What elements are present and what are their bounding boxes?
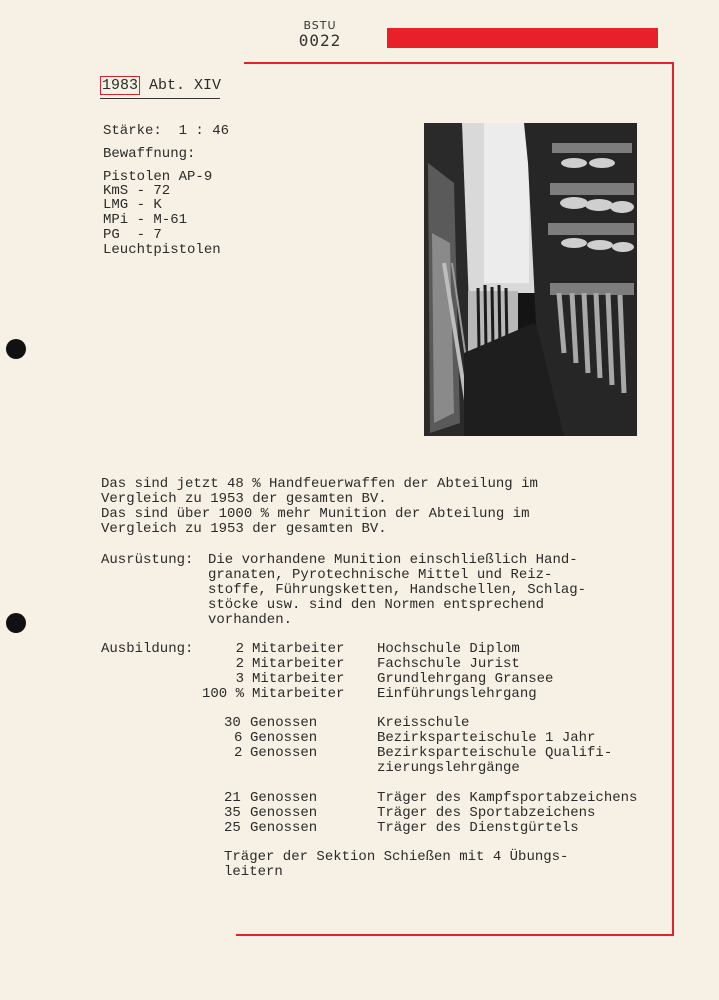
weapon-item: Pistolen AP-9 (103, 169, 213, 185)
archive-page-number: 0022 (298, 31, 342, 50)
summary-line: Vergleich zu 1953 der gesamten BV. (101, 491, 387, 507)
training-what: Träger des Sportabzeichens (377, 805, 596, 821)
weapon-item: PG - 7 (103, 227, 162, 243)
training-count: 2 (235, 641, 244, 657)
training-what: Bezirksparteischule 1 Jahr (377, 730, 596, 746)
training-what: Kreisschule (377, 715, 470, 731)
weapon-item: MPi - M-61 (103, 212, 188, 228)
training-what: Hochschule Diplom (377, 641, 520, 657)
red-frame-right (672, 62, 674, 936)
bewaffnung-label: Bewaffnung: (103, 146, 196, 162)
staerke-label: Stärke: (103, 123, 162, 139)
weapon-item: Leuchtpistolen (103, 242, 221, 258)
ausruestung-label: Ausrüstung: (101, 552, 194, 568)
training-who: Genossen (250, 820, 318, 836)
training-count: 2 (234, 745, 243, 761)
archive-stamp (292, 20, 348, 49)
punch-hole-lower (6, 613, 26, 633)
training-count: 3 (235, 671, 244, 687)
punch-hole-upper (6, 339, 26, 359)
training-who: Genossen (250, 790, 318, 806)
year: 1983 (102, 77, 139, 94)
training-count: 35 (224, 805, 241, 821)
closing-line: Träger der Sektion Schießen mit 4 Übungs- (224, 849, 569, 865)
page-header (100, 77, 221, 94)
ausruestung-line: granaten, Pyrotechnische Mittel und Reiz- (208, 567, 553, 583)
training-count: 21 (224, 790, 241, 806)
closing-line: leitern (224, 864, 283, 880)
training-count: 2 (235, 656, 244, 672)
weapon-item: KmS - 72 (103, 183, 171, 199)
department: Abt. XIV (149, 77, 222, 94)
staerke-value: 1 : 46 (178, 123, 230, 139)
training-who: Mitarbeiter (252, 656, 345, 672)
red-frame-top (244, 62, 674, 64)
training-who: Mitarbeiter (252, 671, 345, 687)
armory-photo-drawing (424, 123, 637, 436)
training-what-continued: zierungslehrgänge (377, 760, 520, 776)
ausbildung-label: Ausbildung: (101, 641, 194, 657)
staerke-line (103, 124, 229, 139)
training-what: Fachschule Jurist (377, 656, 520, 672)
training-count: 25 (224, 820, 241, 836)
training-who: Mitarbeiter (252, 686, 345, 702)
ausruestung-line: vorhanden. (208, 612, 293, 628)
training-what: Grundlehrgang Gransee (377, 671, 554, 687)
summary-line: Das sind jetzt 48 % Handfeuerwaffen der Abteilung im (101, 476, 538, 492)
header-underline (100, 98, 220, 99)
training-count: 6 (234, 730, 243, 746)
archive-label: BSTU (303, 19, 337, 32)
training-who: Genossen (250, 715, 318, 731)
weapon-item: LMG - K (103, 197, 162, 213)
red-marker-bar (387, 28, 658, 48)
training-count: 30 (224, 715, 241, 731)
training-who: Genossen (250, 730, 318, 746)
summary-line: Das sind über 1000 % mehr Munition der Abteilung im (101, 506, 530, 522)
armory-photo (424, 123, 637, 436)
summary-line: Vergleich zu 1953 der gesamten BV. (101, 521, 387, 537)
training-who: Mitarbeiter (252, 641, 345, 657)
training-who: Genossen (250, 805, 318, 821)
training-what: Träger des Kampfsportabzeichens (377, 790, 638, 806)
training-count: 100 % (201, 686, 244, 702)
training-what: Einführungslehrgang (377, 686, 537, 702)
training-who: Genossen (250, 745, 318, 761)
training-what: Bezirksparteischule Qualifi- (377, 745, 613, 761)
ausruestung-line: stöcke usw. sind den Normen entsprechend (208, 597, 545, 613)
training-what: Träger des Dienstgürtels (377, 820, 579, 836)
red-frame-bottom (236, 934, 674, 936)
ausruestung-line: Die vorhandene Munition einschließlich Hand- (208, 552, 578, 568)
ausruestung-line: stoffe, Führungsketten, Handschellen, Schlag- (208, 582, 587, 598)
